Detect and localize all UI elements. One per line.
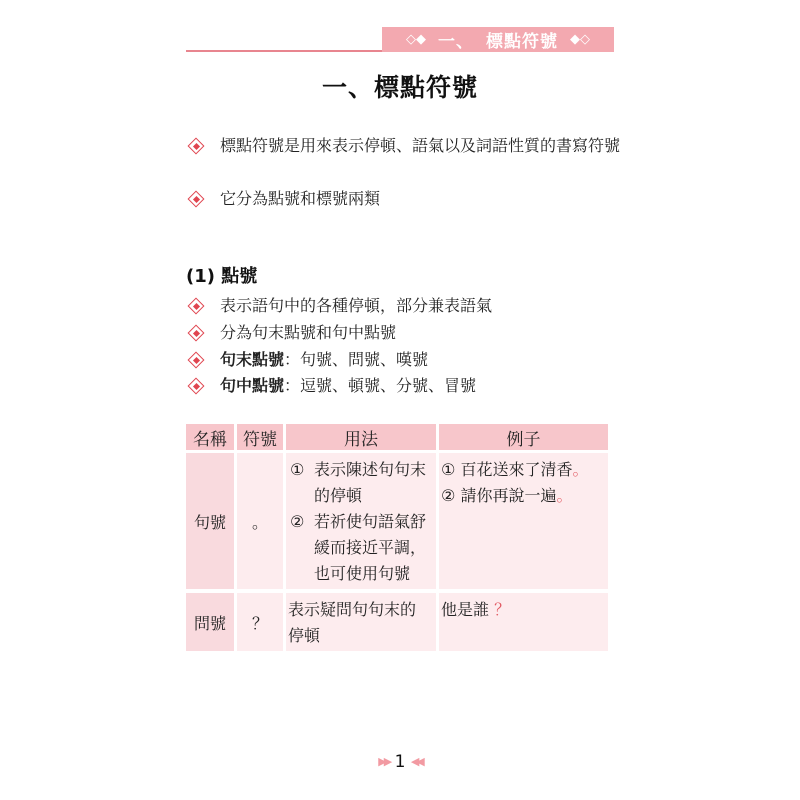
intro-bullet-text: 它分為點號和標號兩類 bbox=[220, 189, 381, 208]
header-number: 一、 bbox=[438, 32, 474, 52]
example-text: 請你再說一遍 bbox=[460, 486, 557, 505]
example-line bbox=[439, 483, 608, 509]
page-number bbox=[0, 752, 800, 772]
header-label: 標點符號 bbox=[486, 32, 558, 52]
bullet-text: 表示語句中的各種停頓，部分兼表語氣 bbox=[220, 296, 493, 315]
usage-line bbox=[286, 561, 436, 587]
usage-num bbox=[286, 483, 314, 509]
example-line bbox=[439, 457, 608, 483]
bullet-text: 分為句末點號和句中點號 bbox=[220, 323, 397, 342]
pager-arrow-icon: ◀◀ bbox=[410, 755, 422, 768]
col-header-usage: 用法 bbox=[286, 424, 436, 453]
usage-num: ② bbox=[290, 512, 305, 531]
usage-num bbox=[286, 535, 314, 561]
diamond-bullet-icon bbox=[188, 191, 204, 207]
section-heading: (1) 點號 bbox=[186, 266, 258, 287]
usage-text: 若祈使句語氣舒 bbox=[314, 512, 427, 531]
example-text: 百花送來了清香 bbox=[460, 460, 573, 479]
page-number-text: 1 bbox=[394, 752, 406, 772]
usage-line bbox=[286, 457, 436, 483]
cell-usage bbox=[286, 593, 436, 651]
diamond-bullet-icon bbox=[188, 138, 204, 154]
intro-bullet-text: 標點符號是用來表示停頓、語氣以及詞語性質的書寫符號 bbox=[220, 136, 621, 155]
table-row bbox=[186, 453, 608, 589]
usage-line bbox=[286, 483, 436, 509]
section-bullet bbox=[188, 293, 620, 319]
example-mark: ？ bbox=[494, 600, 511, 619]
cell-name: 句號 bbox=[186, 453, 234, 589]
section-bullet bbox=[188, 320, 620, 346]
page-title: 一、標點符號 bbox=[321, 73, 478, 102]
example-text: 他是誰 bbox=[441, 600, 490, 619]
intro-bullet bbox=[188, 186, 620, 212]
usage-num: ① bbox=[290, 460, 305, 479]
section-bullet bbox=[188, 347, 620, 373]
bullet-text: ：句號、問號、嘆號 bbox=[284, 350, 429, 369]
header-deco-left: ◇◆ bbox=[406, 32, 426, 47]
bullet-bold: 句末點號 bbox=[220, 350, 285, 369]
example-mark: 。 bbox=[572, 460, 589, 479]
intro-bullet bbox=[188, 133, 620, 159]
chapter-header bbox=[382, 27, 614, 52]
usage-line: 表示疑問句句末的 bbox=[288, 600, 417, 619]
cell-symbol: 。 bbox=[237, 453, 283, 589]
diamond-bullet-icon bbox=[188, 298, 204, 314]
usage-text: 的停頓 bbox=[314, 486, 363, 505]
diamond-bullet-icon bbox=[188, 378, 204, 394]
punctuation-table bbox=[183, 424, 611, 651]
pager-arrow-icon: ▶▶ bbox=[378, 755, 390, 768]
table-header-row bbox=[186, 424, 608, 453]
diamond-bullet-icon bbox=[188, 352, 204, 368]
usage-num bbox=[286, 561, 314, 587]
cell-example bbox=[439, 593, 608, 651]
col-header-symbol: 符號 bbox=[237, 424, 283, 453]
cell-example bbox=[439, 453, 608, 589]
usage-text: 表示陳述句句末 bbox=[314, 460, 427, 479]
col-header-name: 名稱 bbox=[186, 424, 234, 453]
usage-line bbox=[286, 509, 436, 535]
table-row bbox=[186, 593, 608, 651]
bullet-bold: 句中點號 bbox=[220, 376, 285, 395]
usage-text: 也可使用句號 bbox=[314, 564, 411, 583]
diamond-bullet-icon bbox=[188, 325, 204, 341]
cell-name: 問號 bbox=[186, 593, 234, 651]
header-rule bbox=[186, 50, 386, 52]
col-header-example: 例子 bbox=[439, 424, 608, 453]
header-deco-right: ◆◇ bbox=[570, 32, 590, 47]
example-mark: 。 bbox=[556, 486, 573, 505]
usage-text: 緩而接近平調， bbox=[314, 538, 427, 557]
usage-line bbox=[286, 535, 436, 561]
cell-symbol: ？ bbox=[237, 593, 283, 651]
example-num: ② bbox=[441, 486, 456, 505]
usage-line: 停頓 bbox=[288, 626, 321, 645]
example-line bbox=[439, 597, 608, 623]
cell-usage bbox=[286, 453, 436, 589]
example-num: ① bbox=[441, 460, 456, 479]
section-bullet bbox=[188, 373, 620, 399]
bullet-text: ：逗號、頓號、分號、冒號 bbox=[284, 376, 477, 395]
